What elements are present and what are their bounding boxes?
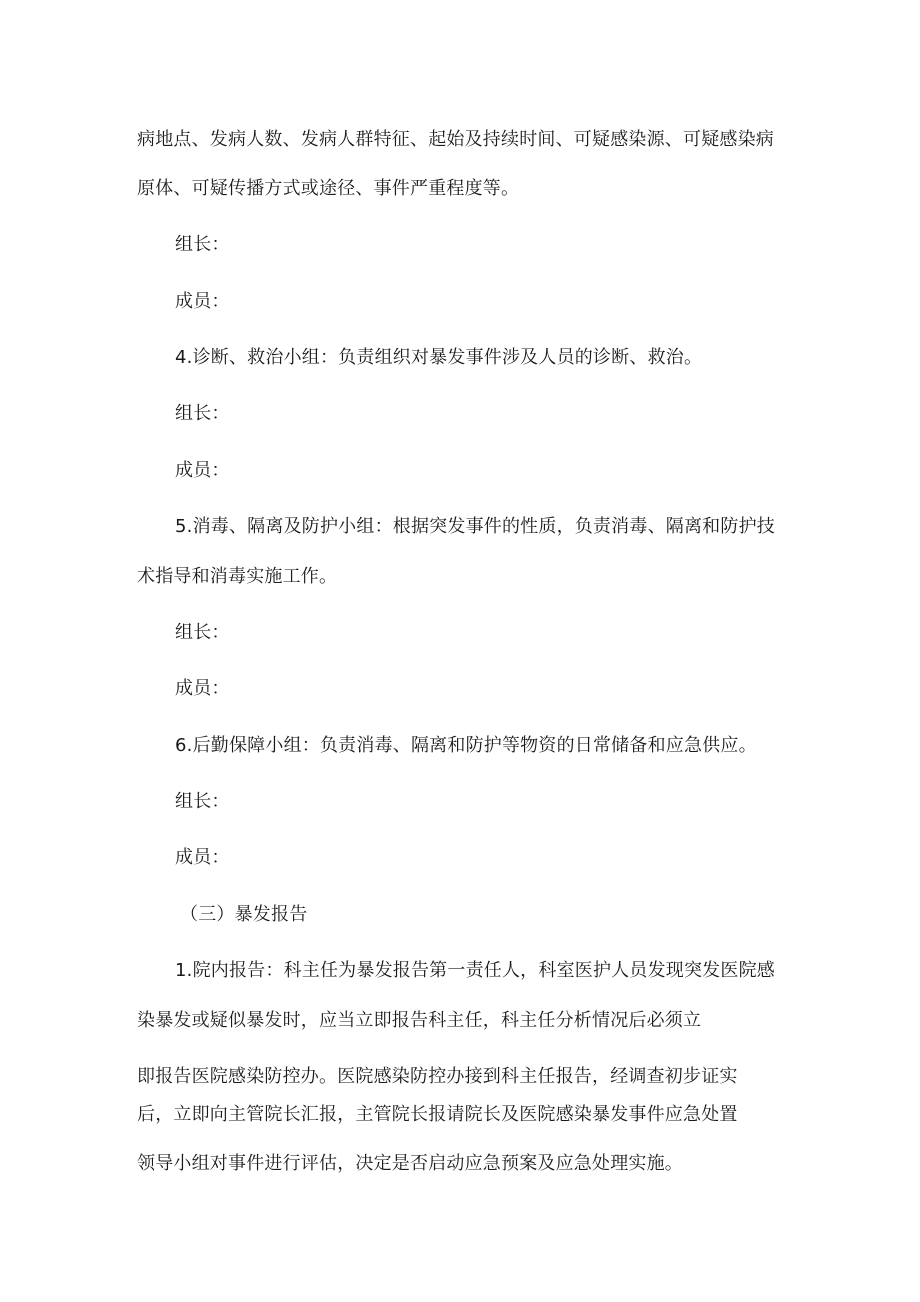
- group-member-label: 成员：: [175, 847, 230, 868]
- section-item-6: 6.后勤保障小组：负责消毒、隔离和防护等物资的日常储备和应急供应。: [175, 735, 757, 756]
- paragraph-line: 领导小组对事件进行评估，决定是否启动应急预案及应急处理实施。: [137, 1153, 683, 1174]
- section-item-4: 4.诊断、救治小组：负责组织对暴发事件涉及人员的诊断、救治。: [175, 347, 703, 368]
- section-heading: （三）暴发报告: [180, 904, 308, 925]
- group-leader-label: 组长：: [175, 403, 230, 424]
- paragraph-line: 染暴发或疑似暴发时，应当立即报告科主任，科主任分析情况后必须立: [137, 1010, 702, 1031]
- section-item-5: 5.消毒、隔离及防护小组：根据突发事件的性质，负责消毒、隔离和防护技: [175, 516, 775, 537]
- group-member-label: 成员：: [175, 291, 230, 312]
- group-member-label: 成员：: [175, 678, 230, 699]
- group-leader-label: 组长：: [175, 791, 230, 812]
- group-leader-label: 组长：: [175, 622, 230, 643]
- paragraph-line: 术指导和消毒实施工作。: [137, 566, 338, 587]
- paragraph-line: 病地点、发病人数、发病人群特征、起始及持续时间、可疑感染源、可疑感染病: [137, 129, 774, 150]
- group-member-label: 成员：: [175, 460, 230, 481]
- paragraph-line: 后，立即向主管院长汇报，主管院长报请院长及医院感染暴发事件应急处置: [137, 1104, 738, 1125]
- paragraph-line: 原体、可疑传播方式或途径、事件严重程度等。: [137, 178, 520, 199]
- section-item-1: 1.院内报告：科主任为暴发报告第一责任人，科室医护人员发现突发医院感: [175, 960, 775, 981]
- paragraph-line: 即报告医院感染防控办。医院感染防控办接到科主任报告，经调查初步证实: [137, 1066, 738, 1087]
- group-leader-label: 组长：: [175, 234, 230, 255]
